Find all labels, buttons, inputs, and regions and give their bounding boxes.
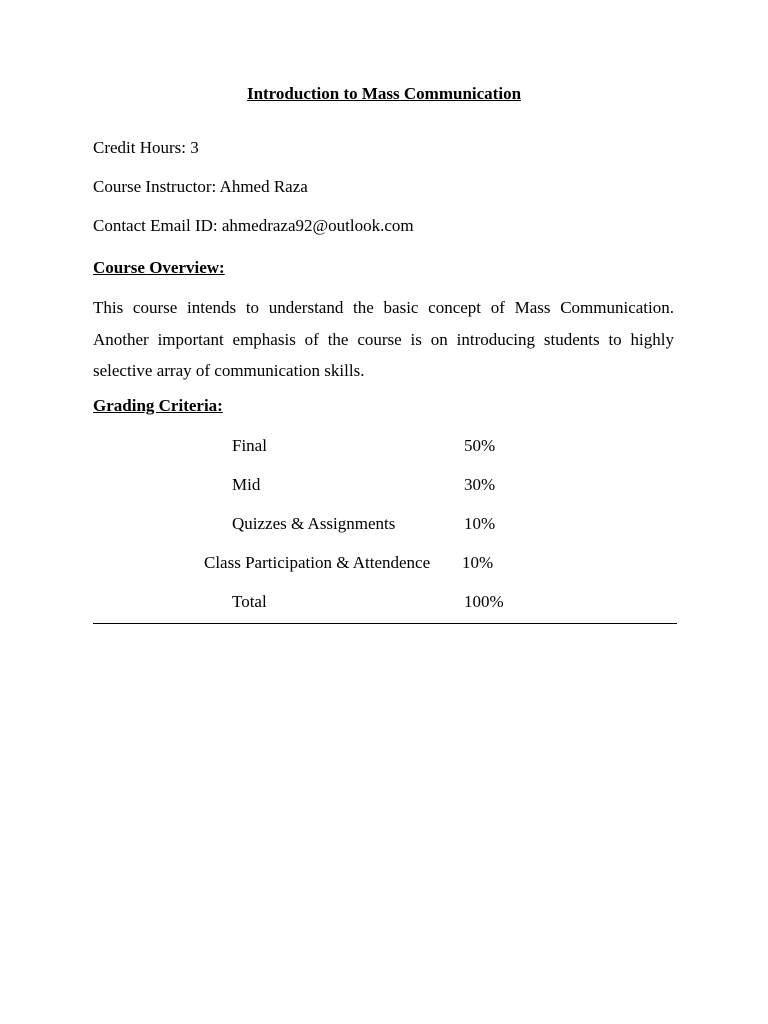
grading-criteria-heading: Grading Criteria: (93, 396, 223, 415)
course-instructor: Course Instructor: Ahmed Raza (93, 177, 308, 196)
grading-percent-participation: 10% (462, 553, 494, 572)
grading-item-participation: Class Participation & Attendence (204, 553, 431, 572)
credit-hours: Credit Hours: 3 (93, 138, 199, 157)
contact-email: Contact Email ID: ahmedraza92@outlook.com (93, 216, 414, 235)
grading-percent-mid: 30% (464, 475, 496, 494)
grading-item-final: Final (232, 436, 267, 455)
grading-percent-total: 100% (464, 592, 504, 611)
grading-item-total: Total (232, 592, 267, 611)
course-overview-text: This course intends to understand the basic concept of Mass Communication. Another important emphasis of the course is on introducing students to highly selective array of communication skills. (93, 298, 674, 380)
grading-percent-quizzes: 10% (464, 514, 496, 533)
grading-percent-final: 50% (464, 436, 496, 455)
grading-item-quizzes: Quizzes & Assignments (232, 514, 396, 533)
grading-item-mid: Mid (232, 475, 261, 494)
document-title: Introduction to Mass Communication (246, 84, 522, 103)
course-overview-heading: Course Overview: (93, 258, 225, 277)
table-bottom-rule (93, 623, 677, 624)
